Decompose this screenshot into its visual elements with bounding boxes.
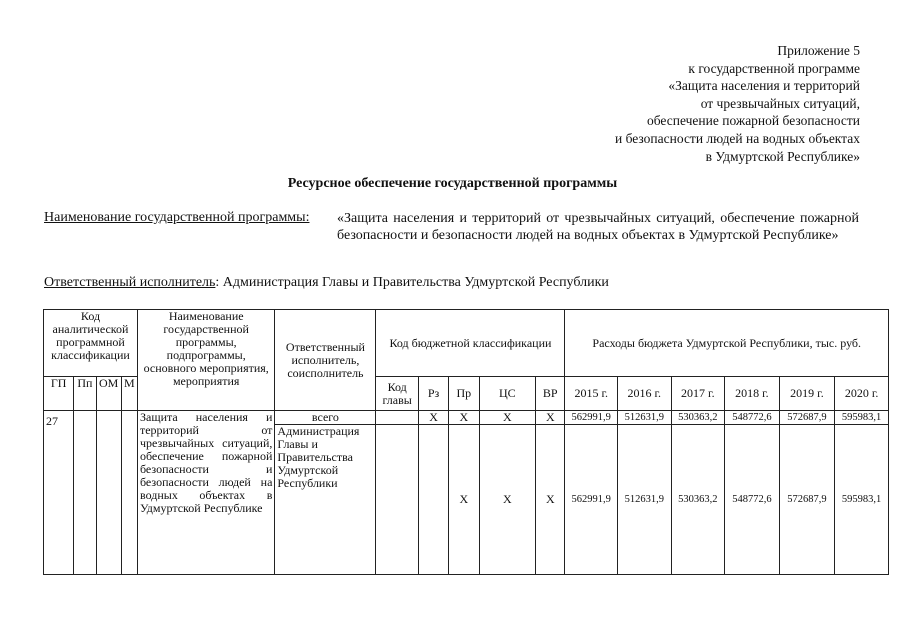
cell-value: 512631,9 — [618, 411, 672, 425]
header-vr: ВР — [536, 377, 565, 411]
header-code-group: Код аналитической программной классификации — [44, 310, 138, 377]
cell-om — [96, 411, 121, 575]
resource-table — [43, 309, 889, 575]
cell-pr: Х — [449, 425, 479, 575]
responsible-executor — [44, 275, 609, 291]
header-executor: Ответственный исполнитель, соисполнитель — [275, 310, 376, 411]
cell-value: 548772,6 — [725, 411, 780, 425]
appendix-line: обеспечение пожарной безопасности — [646, 113, 860, 129]
document-title: Ресурсное обеспечение государственной программы — [287, 176, 618, 191]
responsible-value: : Администрация Главы и Правительства Удмуртской Республики — [215, 275, 609, 290]
appendix-line: Приложение 5 — [777, 43, 860, 58]
header-expenses: Расходы бюджета Удмуртской Республики, тыс. руб. — [565, 310, 889, 377]
header-year: 2020 г. — [835, 377, 889, 411]
header-cs: ЦС — [479, 377, 536, 411]
cell-pr: Х — [449, 411, 479, 425]
header-year: 2015 г. — [565, 377, 618, 411]
cell-value: 548772,6 — [725, 425, 780, 575]
cell-value: 595983,1 — [835, 411, 889, 425]
appendix-line: в Удмуртской Республике» — [705, 148, 860, 164]
cell-kod-glavy — [376, 411, 418, 425]
cell-executor-total: всего — [275, 411, 376, 425]
cell-value: 512631,9 — [618, 425, 672, 575]
program-name-label: Наименование государственной программы: — [44, 210, 310, 225]
appendix-line: от чрезвычайных ситуаций, — [700, 95, 860, 111]
cell-vr: Х — [536, 425, 565, 575]
appendix-block — [615, 42, 860, 165]
header-rz: Рз — [418, 377, 448, 411]
appendix-line: к государственной программе — [688, 60, 860, 76]
cell-pp — [74, 411, 96, 575]
header-name: Наименование государственной программы, подпрограммы, основного мероприятия, мероприятия — [137, 310, 274, 411]
appendix-line: «Защита населения и территорий — [668, 78, 860, 94]
cell-kod-glavy — [376, 425, 418, 575]
program-name-value: «Защита населения и территорий от чрезвычайных ситуаций, обеспечение пожарной безопасности и безопасности людей на водных объектах в Удмуртской Республике» — [337, 211, 859, 243]
cell-value: 530363,2 — [671, 411, 725, 425]
header-year: 2017 г. — [671, 377, 725, 411]
header-budget-class: Код бюджетной классификации — [376, 310, 565, 377]
table-row-total — [44, 411, 889, 425]
cell-value: 562991,9 — [565, 425, 618, 575]
header-year: 2018 г. — [725, 377, 780, 411]
cell-gp: 27 — [44, 411, 74, 575]
header-row-1 — [44, 310, 889, 377]
cell-vr: Х — [536, 411, 565, 425]
cell-cs: Х — [479, 411, 536, 425]
cell-value: 595983,1 — [835, 425, 889, 575]
header-year: 2016 г. — [618, 377, 672, 411]
cell-rz — [418, 425, 448, 575]
cell-value: 572687,9 — [779, 411, 835, 425]
header-m: М — [121, 377, 137, 411]
appendix-line: и безопасности людей на водных объектах — [614, 130, 860, 146]
cell-program-name: Защита населения и территорий от чрезвычайных ситуаций, обеспечение пожарной безопасности и безопасности людей на водных объектах в Удмуртской Республике — [137, 411, 274, 575]
cell-rz: Х — [418, 411, 448, 425]
cell-cs: Х — [479, 425, 536, 575]
cell-value: 562991,9 — [565, 411, 618, 425]
header-gp: ГП — [44, 377, 74, 411]
header-pr: Пр — [449, 377, 479, 411]
responsible-label: Ответственный исполнитель — [44, 275, 216, 290]
cell-value: 572687,9 — [779, 425, 835, 575]
cell-value: 530363,2 — [671, 425, 725, 575]
header-om: ОМ — [96, 377, 121, 411]
cell-m — [121, 411, 137, 575]
header-year: 2019 г. — [779, 377, 835, 411]
header-pp: Пп — [74, 377, 96, 411]
header-kod-glavy: Код главы — [376, 377, 418, 411]
cell-executor-admin: Администрация Главы и Правительства Удмуртской Республики — [275, 425, 376, 575]
